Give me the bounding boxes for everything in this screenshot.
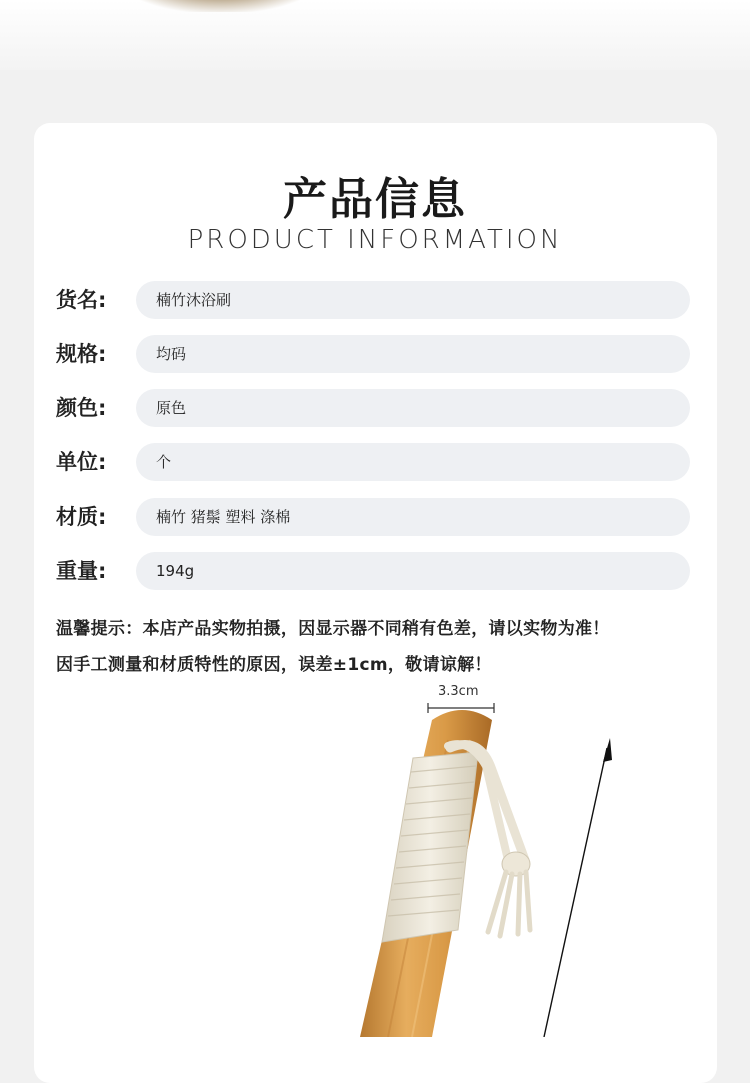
page-title: 产品信息 [283, 174, 467, 225]
spec-row-unit [56, 443, 690, 481]
product-illustration [0, 680, 750, 1037]
spec-value-pill [136, 389, 690, 427]
notice-line-2: 因手工测量和材质特性的原因，误差±1cm，敬请谅解！ [56, 655, 492, 675]
page-subtitle: PRODUCT INFORMATION [187, 225, 563, 255]
product-photo-fragment [120, 0, 320, 12]
spec-value: 194g [156, 562, 195, 580]
spec-row-material [56, 498, 690, 536]
spec-label: 单位: [56, 450, 107, 474]
spec-value-pill [136, 443, 690, 481]
spec-value: 个 [156, 453, 172, 471]
spec-row-name [56, 281, 690, 319]
spec-label: 货名: [56, 288, 107, 312]
spec-value-pill [136, 498, 690, 536]
spec-label: 材质: [56, 505, 107, 529]
spec-label: 规格: [56, 342, 107, 366]
spec-value-pill [136, 335, 690, 373]
spec-value-pill [136, 552, 690, 590]
spec-row-color [56, 389, 690, 427]
spec-row-weight [56, 552, 690, 590]
spec-value-pill [136, 281, 690, 319]
spec-value: 均码 [156, 345, 187, 363]
notice-line-1: 温馨提示：本店产品实物拍摄，因显示器不同稍有色差，请以实物为准！ [56, 619, 610, 639]
top-product-photo [0, 0, 750, 70]
spec-label: 重量: [56, 559, 107, 583]
rope-wrap [382, 752, 478, 942]
dimension-label: 3.3cm [438, 684, 479, 699]
brush-handle-drawing [0, 680, 750, 1037]
spec-value: 原色 [156, 399, 187, 417]
spec-row-size [56, 335, 690, 373]
spec-value: 楠竹 猪鬃 塑料 涤棉 [156, 508, 291, 526]
length-arrow [544, 738, 612, 1037]
spec-label: 颜色: [56, 396, 107, 420]
rope-tassel [488, 872, 530, 936]
spec-value: 楠竹沐浴刷 [156, 291, 232, 309]
